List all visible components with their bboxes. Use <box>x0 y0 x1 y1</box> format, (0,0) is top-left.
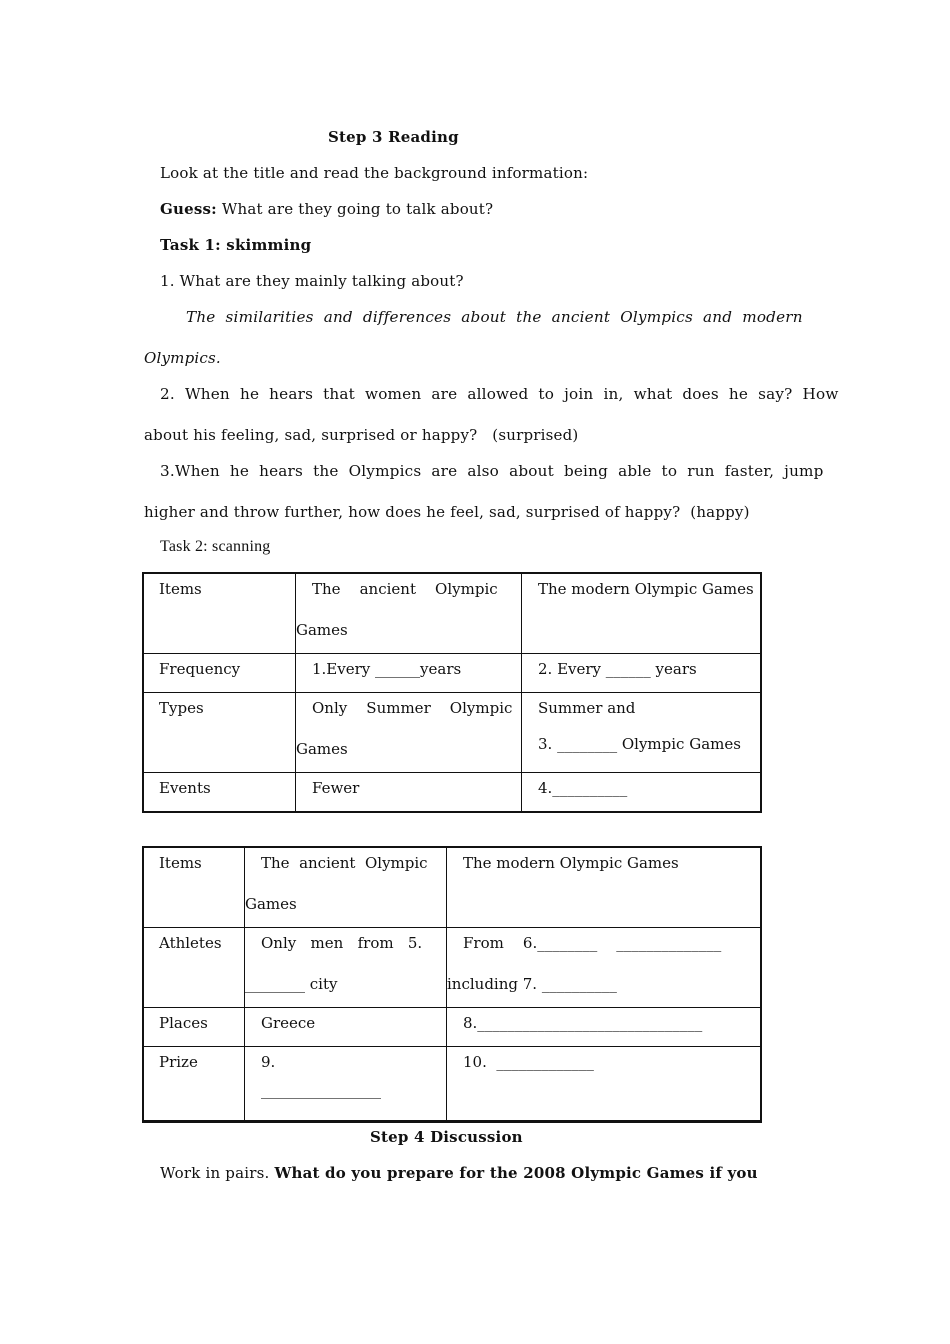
header-items: Items <box>159 854 202 872</box>
table-row <box>144 848 761 928</box>
header-ancient: The ancient Olympic <box>312 580 498 598</box>
frequency-modern: 2. Every ______ years <box>538 660 697 678</box>
question-3-line2: higher and throw further, how does he feel, sad, surprised of happy? (happy) <box>144 503 750 521</box>
guess-label: Guess: <box>160 200 217 218</box>
row-label-athletes: Athletes <box>159 934 222 952</box>
question-3-line1: 3.When he hears the Olympics are also about being able to run faster, jump <box>160 462 824 480</box>
prize-ancient: 9. <box>261 1053 276 1071</box>
row-label-events: Events <box>159 779 211 797</box>
types-modern: Summer and <box>538 699 636 717</box>
discussion-question: What do you prepare for the 2008 Olympic Games if you <box>274 1164 758 1182</box>
question-1: 1. What are they mainly talking about? <box>160 272 464 290</box>
guess-text: What are they going to talk about? <box>216 200 494 218</box>
events-modern: 4.__________ <box>538 779 628 797</box>
header-modern: The modern Olympic Games <box>538 580 754 598</box>
discussion-line <box>160 1164 758 1182</box>
header-ancient: The ancient Olympic <box>261 854 428 872</box>
row-label-frequency: Frequency <box>159 660 241 678</box>
table-row <box>144 773 761 812</box>
places-ancient: Greece <box>261 1014 316 1032</box>
types-ancient-cont: Games <box>296 740 348 758</box>
table-row <box>144 574 761 654</box>
answer-1-line2: Olympics. <box>144 349 221 367</box>
intro-text: Look at the title and read the background information: <box>160 164 589 182</box>
events-ancient: Fewer <box>312 779 360 797</box>
guess-line <box>160 200 493 218</box>
header-ancient-cont: Games <box>245 895 297 913</box>
athletes-modern-cont: including 7. __________ <box>447 975 617 993</box>
table-row <box>144 693 761 773</box>
header-modern: The modern Olympic Games <box>463 854 679 872</box>
athletes-ancient-cont: ________ city <box>245 975 338 993</box>
header-ancient-cont: Games <box>296 621 348 639</box>
prize-modern: 10. _____________ <box>463 1053 594 1071</box>
question-2-line1: 2. When he hears that women are allowed to join in, what does he say? How <box>160 385 839 403</box>
row-label-prize: Prize <box>159 1053 198 1071</box>
table-row <box>144 928 761 1008</box>
answer-1-line1: The similarities and differences about the ancient Olympics and modern <box>186 308 803 326</box>
step3-heading: Step 3 Reading <box>328 128 459 146</box>
athletes-modern: From 6.________ ______________ <box>463 934 722 952</box>
discussion-intro: Work in pairs. <box>160 1164 275 1182</box>
types-modern-cont: 3. ________ Olympic Games <box>538 735 741 753</box>
step4-heading: Step 4 Discussion <box>370 1128 523 1146</box>
prize-ancient-cont: ________________ <box>261 1081 381 1099</box>
question-2-line2: about his feeling, sad, surprised or happy? (surprised) <box>144 426 579 444</box>
table-row <box>144 1047 761 1121</box>
table-row <box>144 654 761 693</box>
task1-heading: Task 1: skimming <box>160 236 312 254</box>
task2-heading: Task 2: scanning <box>160 538 271 555</box>
scanning-table-2 <box>143 847 761 1121</box>
places-modern: 8.______________________________ <box>463 1014 703 1032</box>
table-row <box>144 1008 761 1047</box>
row-label-places: Places <box>159 1014 208 1032</box>
athletes-ancient: Only men from 5. <box>261 934 423 952</box>
header-items: Items <box>159 580 202 598</box>
scanning-table-1 <box>143 573 761 812</box>
row-label-types: Types <box>159 699 204 717</box>
frequency-ancient: 1.Every ______years <box>312 660 462 678</box>
types-ancient: Only Summer Olympic <box>312 699 513 717</box>
